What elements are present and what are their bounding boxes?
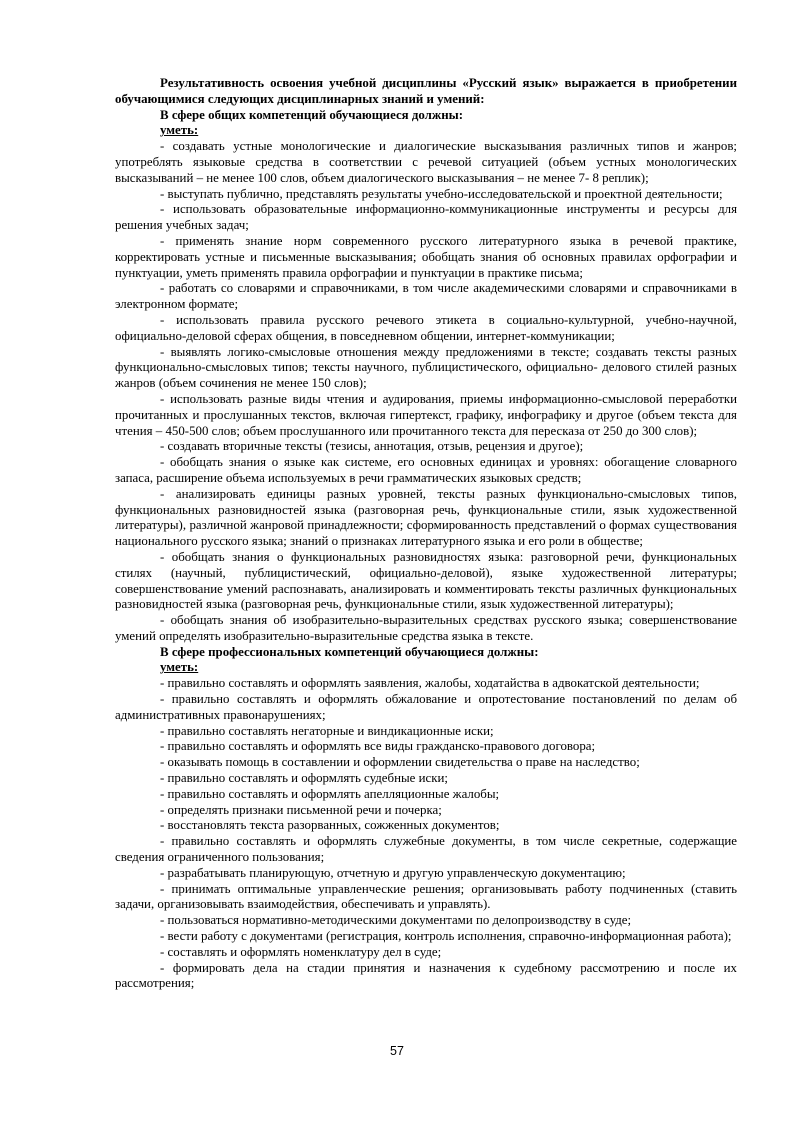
skill-item: - создавать устные монологические и диалогические высказывания различных типов и жанров; употреблять языковые средства в соответствии с речевой ситуацией (объем устных монологических высказываний – не менее 100 слов, объем диалогического высказывания – не менее 7- 8 реплик); [115,139,737,185]
skill-item: - использовать разные виды чтения и аудирования, приемы информационно-смысловой переработки прочитанных и прослушанных текстов, включая гипертекст, графику, инфографику и другое (объем текста для чтения – 450-500 слов; объем прослушанного или прочитанного текста для пересказа от 250 до 300 слов); [115,391,737,438]
skill-item: - формировать дела на стадии принятия и назначения к судебному рассмотрению и после их рассмотрения; [115,960,737,991]
skill-item: - правильно составлять негаторные и виндикационные иски; [160,723,494,738]
skill-item: - пользоваться нормативно-методическими документами по делопроизводству в суде; [160,913,632,928]
professional-competencies-heading: В сфере профессиональных компетенций обучающиеся должны: [160,644,539,659]
skill-item: - анализировать единицы разных уровней, тексты разных функционально-смысловых типов, функциональных разновидностей языка (разговорная речь, функциональные стили, язык художественной литературы), различной жанровой принадлежности; сформированность представлений о формах существования национального русского языка; знаний о признаках литературного языка и его роли в обществе; [115,486,737,549]
skill-item: - восстановлять текста разорванных, сожженных документов; [160,818,500,833]
skill-item: - оказывать помощь в составлении и оформлении свидетельства о праве на наследство; [160,755,640,770]
skill-item: - правильно составлять и оформлять все виды гражданско-правового договора; [160,739,596,754]
document-body [115,76,737,992]
skill-item: - правильно составлять и оформлять заявления, жалобы, ходатайства в адвокатской деятельности; [160,676,700,691]
skill-item: - выступать публично, представлять результаты учебно-исследовательской и проектной деятельности; [160,186,723,201]
professional-skills-label: уметь: [160,660,199,675]
skill-item: - применять знание норм современного русского литературного языка в речевой практике, корректировать устные и письменные высказывания; обобщать знания об основных правилах орфографии и пунктуации, уметь применять правила орфографии и пунктуации в практике письма; [115,233,737,280]
general-competencies-section [115,108,737,645]
skill-item: - принимать оптимальные управленческие решения; организовывать работу подчиненных (ставить задачи, организовывать взаимодействия, обеспечивать и управлять). [115,881,737,912]
skill-item: - работать со словарями и справочниками, в том числе академическими словарями и справочниками в электронном формате; [115,281,737,312]
skill-item: - правильно составлять и оформлять обжалование и опротестование постановлений по делам об административных правонарушениях; [115,692,737,722]
professional-skills-list [115,676,737,992]
skill-item: - правильно составлять и оформлять судебные иски; [160,771,448,786]
skill-item: - правильно составлять и оформлять служебные документы, в том числе секретные, содержащие сведения ограниченного пользования; [115,834,737,865]
skill-item: - обобщать знания о функциональных разновидностях языка: разговорной речи, функциональных стилях (научный, публицистический, официально-деловой), языке художественной литературы; совершенствование умений распознавать, анализировать и комментировать тексты различных функциональных разновидностей языка (разговорная речь, функциональные стили, язык художественной литературы); [115,549,737,612]
intro-paragraph: Результативность освоения учебной дисциплины «Русский язык» выражается в приобретении обучающимися следующих дисциплинарных знаний и умений: [115,76,737,106]
page-number: 57 [390,1044,404,1058]
skill-item: - правильно составлять и оформлять апелляционные жалобы; [160,786,500,801]
skill-item: - разрабатывать планирующую, отчетную и другую управленческую документацию; [160,865,626,880]
skill-item: - создавать вторичные тексты (тезисы, аннотация, отзыв, рецензия и другое); [160,439,584,454]
skill-item: - обобщать знания о языке как системе, его основных единицах и уровнях: обогащение словарного запаса, расширение объема используемых в речи грамматических языковых средств; [115,455,737,485]
general-skills-label: уметь: [160,123,199,138]
skill-item: - вести работу с документами (регистрация, контроль исполнения, справочно-информационная работа); [160,929,732,944]
general-skills-list [115,139,737,645]
skill-item: - выявлять логико-смысловые отношения между предложениями в тексте; создавать тексты разных функционально-смысловых типов; тексты научного, публицистического, официально- делового стилей разных жанров (объем сочинения не менее 150 слов); [115,344,737,391]
skill-item: - обобщать знания об изобразительно-выразительных средствах русского языка; совершенствование умений определять изобразительно-выразительные средства языка в тексте. [115,613,737,643]
professional-competencies-section [115,645,737,993]
skill-item: - использовать правила русского речевого этикета в социально-культурной, учебно-научной, официально-деловой сферах общения, в повседневном общении, интернет-коммуникации; [115,312,737,343]
general-competencies-heading: В сфере общих компетенций обучающиеся должны: [160,107,464,122]
skill-item: - определять признаки письменной речи и почерка; [160,802,442,817]
skill-item: - использовать образовательные информационно-коммуникационные инструменты и ресурсы для решения учебных задач; [115,202,737,233]
skill-item: - составлять и оформлять номенклатуру дел в суде; [160,944,442,959]
